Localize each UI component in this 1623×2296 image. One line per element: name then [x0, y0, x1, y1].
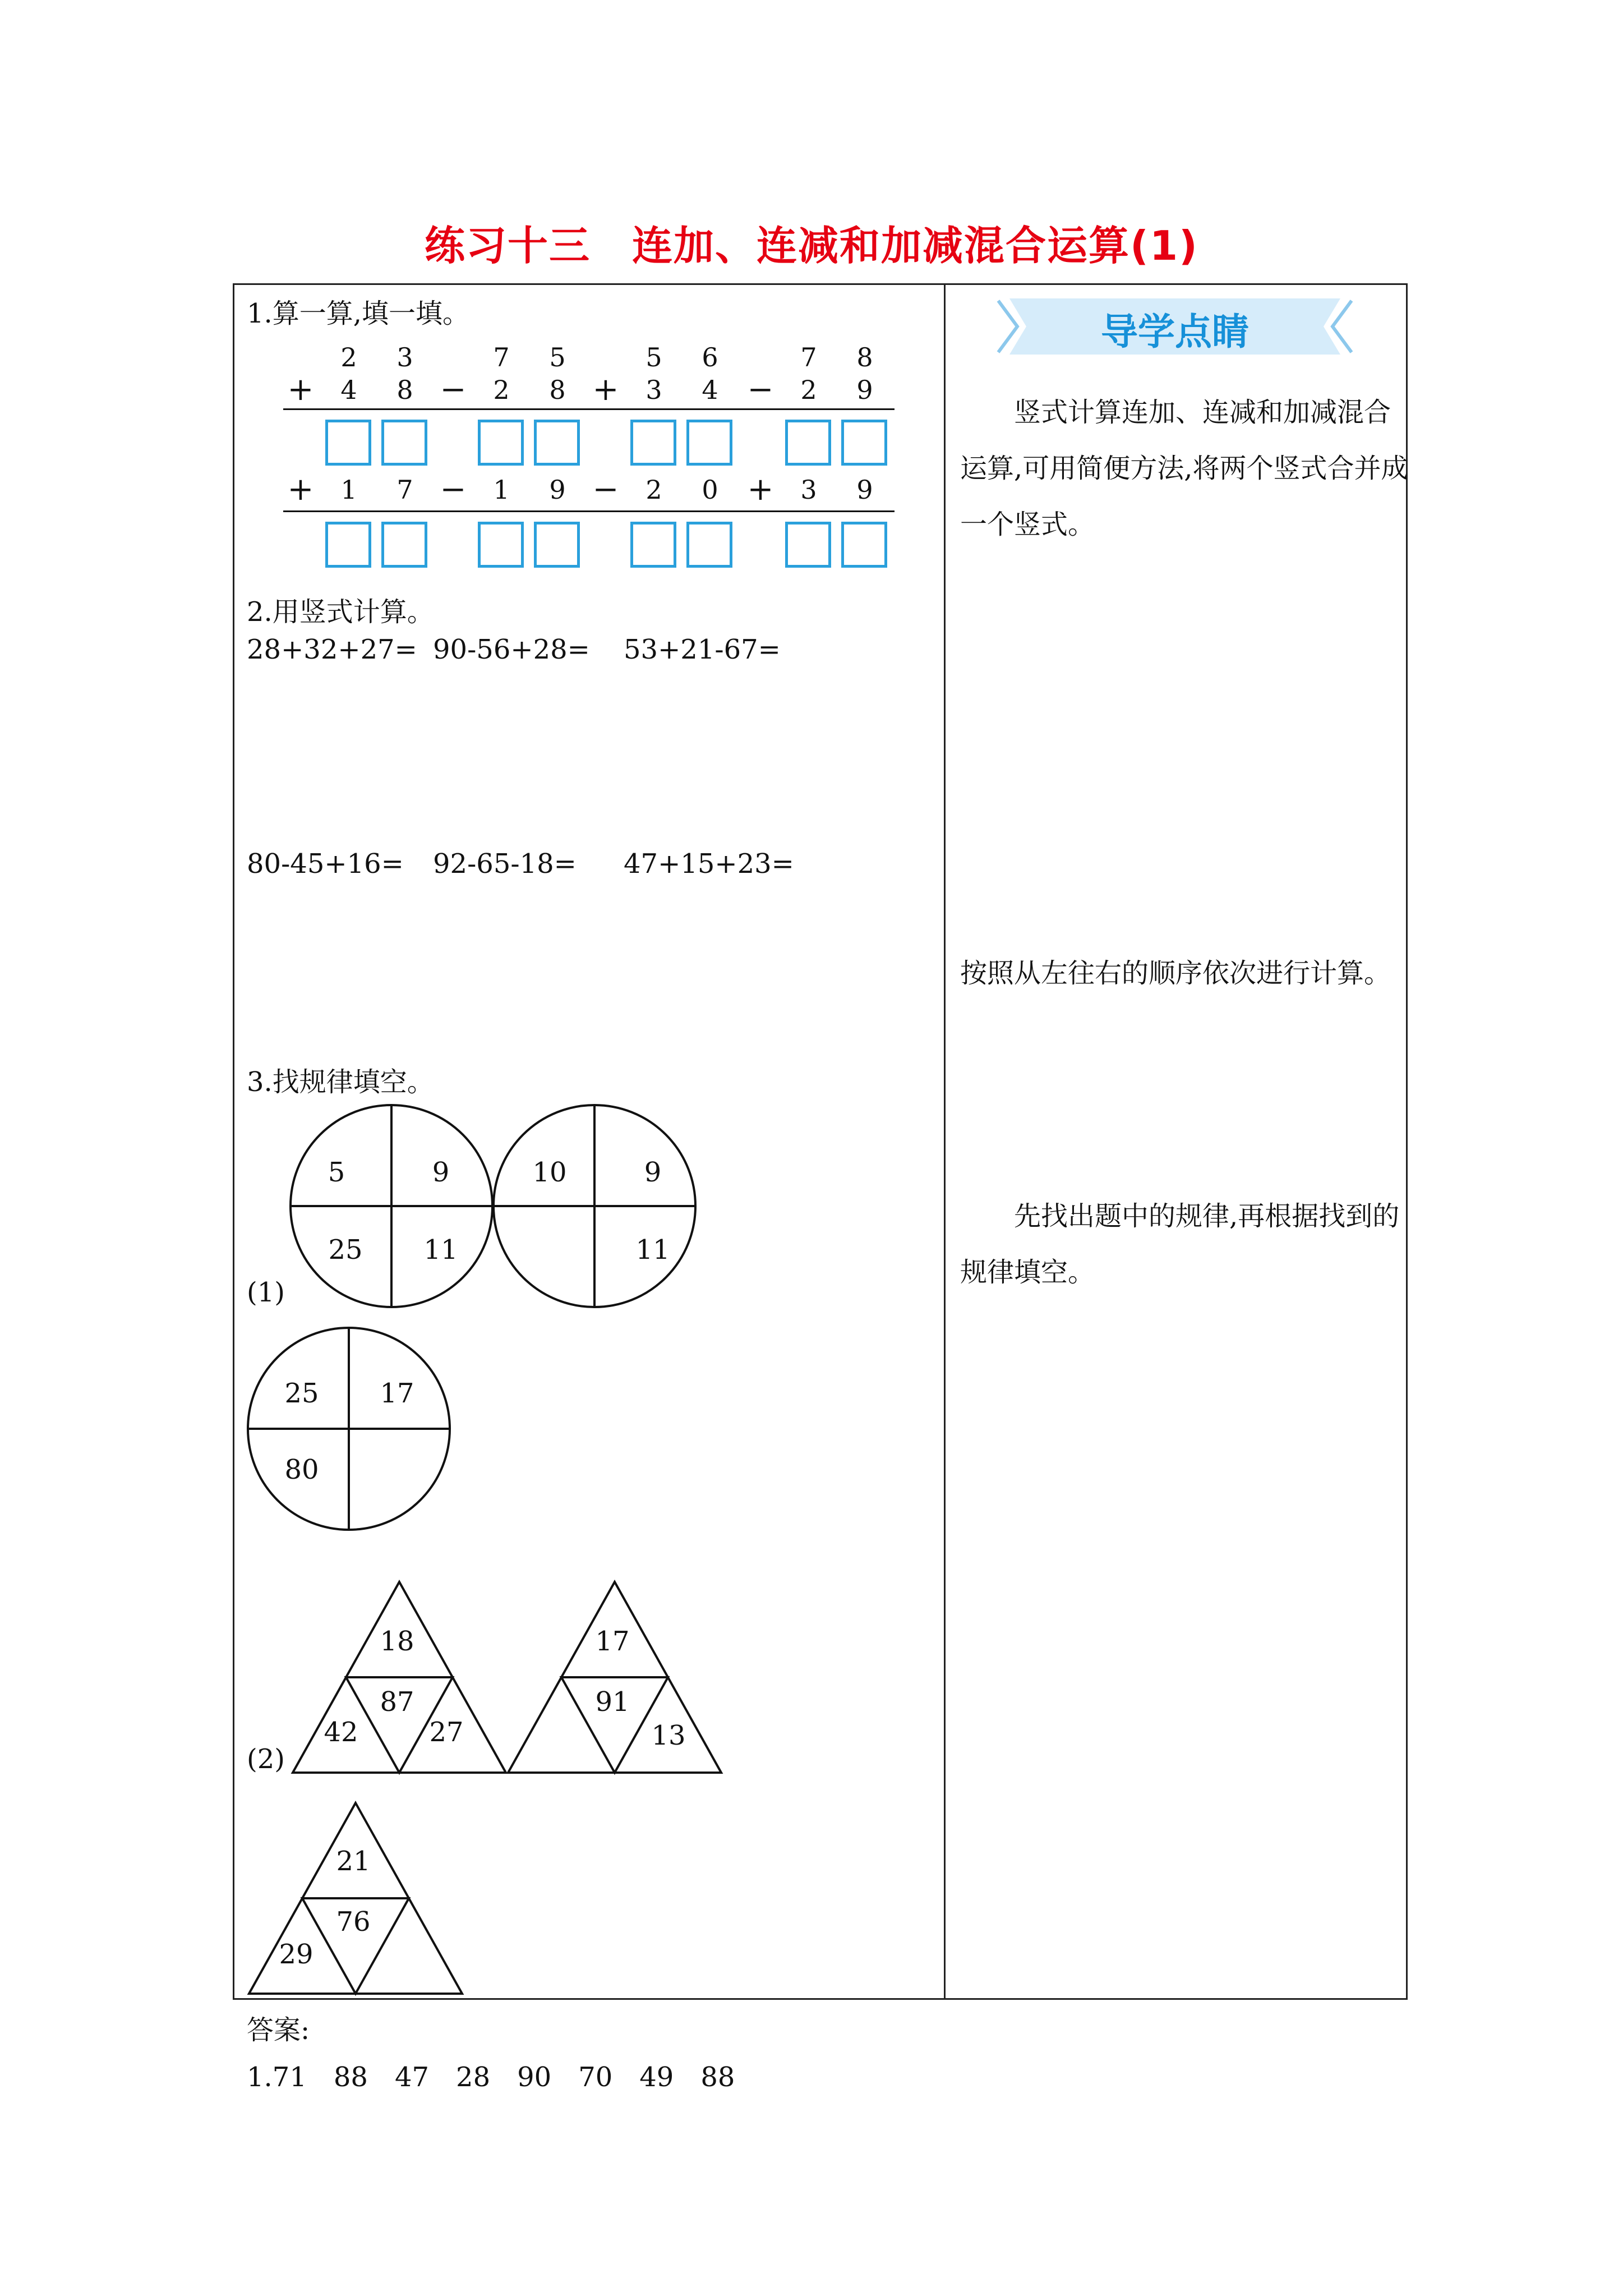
q1-digit: 6: [702, 342, 718, 372]
q1-digit: 9: [856, 375, 873, 405]
circle-number: 9: [432, 1157, 450, 1188]
q1-label: 1.算一算,填一填。: [247, 298, 470, 329]
q3-part1-label: (1): [247, 1277, 285, 1308]
q1-digit: 2: [493, 375, 510, 405]
guide-banner: 导学点睛: [1101, 310, 1249, 353]
q2-expression: 92-65-18=: [433, 848, 577, 880]
circle-number: 25: [284, 1378, 319, 1409]
sidebar-tip: 竖式计算连加、连减和加减混合运算,可用简便方法,将两个竖式合并成一个竖式。: [960, 397, 1408, 540]
triangle-number: 18: [380, 1626, 414, 1657]
circle-number: 80: [284, 1454, 319, 1485]
plus-sign: +: [747, 471, 774, 508]
answers-label: 答案:: [247, 2014, 310, 2046]
q1-digit: 7: [493, 342, 510, 372]
circle-number: 11: [635, 1234, 670, 1266]
q2-expression: 53+21-67=: [624, 634, 781, 665]
circle-number: 5: [328, 1157, 345, 1188]
minus-sign: −: [440, 471, 467, 508]
triangle-number: 87: [380, 1686, 414, 1718]
sidebar-tip: 按照从左往右的顺序依次进行计算。: [960, 958, 1391, 989]
q1-digit: 5: [549, 342, 566, 372]
minus-sign: −: [592, 471, 619, 508]
q1-digit: 9: [856, 475, 873, 505]
q2-expression: 90-56+28=: [433, 634, 590, 665]
minus-sign: −: [440, 371, 467, 408]
plus-sign: +: [592, 371, 619, 408]
q3-part2-label: (2): [247, 1743, 285, 1775]
plus-sign: +: [287, 371, 314, 408]
q1-digit: 7: [396, 475, 413, 505]
circle-number: 9: [644, 1157, 662, 1188]
page-title: 练习十三 连加、连减和加减混合运算(1): [425, 222, 1198, 269]
triangle-number: 13: [651, 1720, 686, 1751]
q1-digit: 2: [800, 375, 817, 405]
q1-digit: 1: [493, 475, 510, 505]
plus-sign: +: [287, 471, 314, 508]
triangle-number: 91: [595, 1686, 630, 1718]
circle-number: 11: [423, 1234, 458, 1266]
q1-digit: 3: [800, 475, 817, 505]
circle-number: 10: [532, 1157, 567, 1188]
q1-digit: 8: [549, 375, 566, 405]
triangle-number: 27: [429, 1717, 464, 1748]
q2-expression: 47+15+23=: [624, 848, 794, 880]
q1-digit: 3: [645, 375, 662, 405]
q1-digit: 8: [856, 342, 873, 372]
q1-digit: 2: [340, 342, 357, 372]
q1-digit: 3: [396, 342, 413, 372]
q1-digit: 8: [396, 375, 413, 405]
q2-label: 2.用竖式计算。: [247, 596, 434, 628]
triangle-number: 29: [279, 1939, 313, 1970]
sidebar-tip: 先找出题中的规律,再根据找到的规律填空。: [960, 1200, 1400, 1288]
triangle-number: 76: [336, 1906, 371, 1938]
minus-sign: −: [747, 371, 774, 408]
triangle-number: 17: [595, 1626, 630, 1657]
circle-number: 25: [328, 1234, 363, 1266]
q1-digit: 4: [340, 375, 357, 405]
answers-line: 1.71 88 47 28 90 70 49 88: [247, 2062, 735, 2093]
triangle-number: 21: [336, 1846, 371, 1877]
q2-expression: 28+32+27=: [247, 634, 417, 665]
q1-digit: 4: [702, 375, 718, 405]
q1-digit: 1: [340, 475, 357, 505]
circle-number: 17: [380, 1378, 414, 1409]
q1-digit: 0: [702, 475, 718, 505]
q3-label: 3.找规律填空。: [247, 1066, 434, 1098]
q1-digit: 7: [800, 342, 817, 372]
q2-expression: 80-45+16=: [247, 848, 404, 880]
q1-digit: 2: [645, 475, 662, 505]
triangle-number: 42: [324, 1717, 358, 1748]
q1-digit: 9: [549, 475, 566, 505]
q1-digit: 5: [645, 342, 662, 372]
